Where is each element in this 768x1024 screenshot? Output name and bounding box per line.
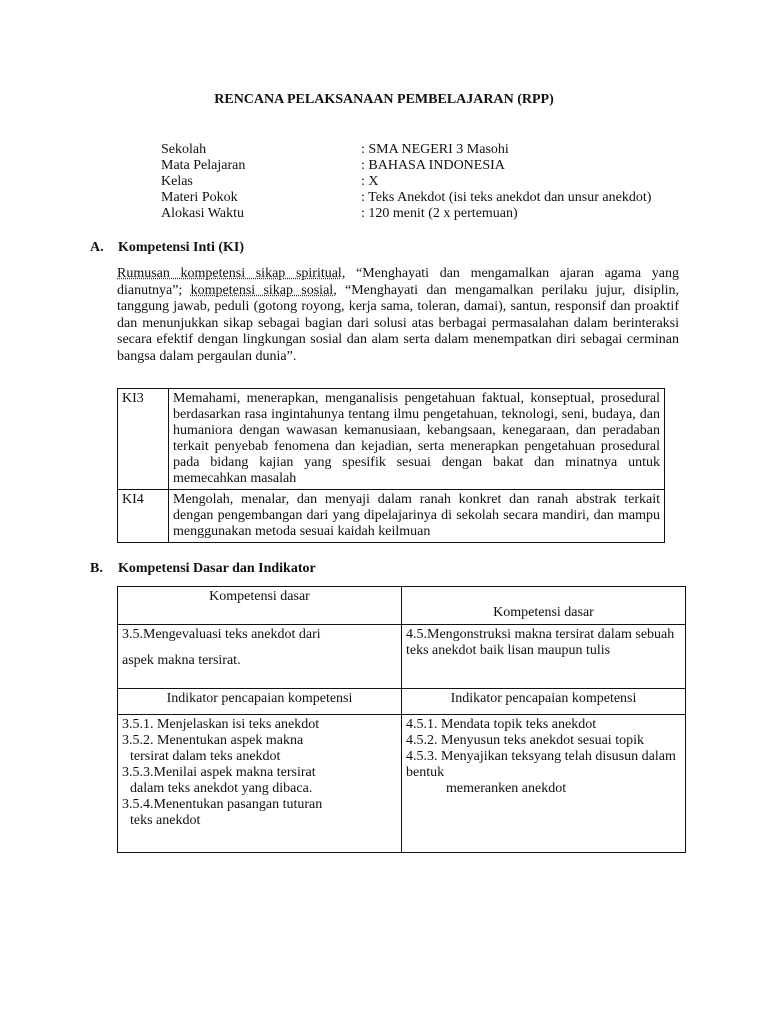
kd-left-line: 3.5.Mengevaluasi teks anekdot dari bbox=[122, 627, 321, 642]
kd-left-line: aspek makna tersirat. bbox=[122, 653, 241, 668]
indicator-header-right: Indikator pencapaian kompetensi bbox=[402, 689, 686, 715]
table-row bbox=[118, 587, 686, 625]
indicator-line: 3.5.2. Menentukan aspek makna bbox=[122, 733, 304, 748]
ki-code: KI3 bbox=[118, 389, 169, 490]
indicator-line: 3.5.4.Menentukan pasangan tuturan bbox=[122, 797, 323, 812]
table-row bbox=[118, 715, 686, 853]
section-letter: A. bbox=[90, 240, 104, 255]
identity-value: : Teks Anekdot (isi teks anekdot dan unsur anekdot) bbox=[361, 190, 652, 205]
indicator-line: 4.5.3. Menyajikan teksyang telah disusun dalam bentuk bbox=[406, 749, 676, 780]
indicator-line: 4.5.2. Menyusun teks anekdot sesuai topik bbox=[406, 733, 644, 748]
ki-spiritual-term: Rumusan kompetensi sikap spiritual bbox=[117, 266, 342, 281]
identity-label: Mata Pelajaran bbox=[161, 158, 246, 173]
document-title: RENCANA PELAKSANAAN PEMBELAJARAN (RPP) bbox=[214, 92, 554, 107]
kd-header-right bbox=[402, 587, 686, 625]
kd-cell-right: 4.5.Mengonstruksi makna tersirat dalam sebuah teks anekdot baik lisan maupun tulis bbox=[402, 625, 686, 689]
section-a-heading bbox=[90, 240, 244, 256]
kd-header-left-text: Kompetensi dasar bbox=[209, 589, 310, 604]
identity-label: Materi Pokok bbox=[161, 190, 238, 205]
identity-value: : SMA NEGERI 3 Masohi bbox=[361, 142, 509, 157]
ki-social-text: , “Menghayati dan mengamalkan perilaku jujur, disiplin, tanggung jawab, peduli (gotong royong, kerja sama, toleran, damai), santun, responsif dan proaktif dan menunjukkan sikap sebagai bagian dari solusi atas berbagai permasalahan dalam berinteraksi secara efektif dengan lingkungan sosial dan alam serta dalam menempatkan diri sebagai cerminan bangsa dalam pergaulan dunia”. bbox=[117, 282, 680, 364]
kd-table bbox=[117, 586, 686, 853]
indicator-cell-right bbox=[402, 715, 686, 853]
section-title: Kompetensi Inti (KI) bbox=[118, 240, 244, 255]
section-title: Kompetensi Dasar dan Indikator bbox=[118, 561, 316, 576]
indicator-line: 4.5.1. Mendata topik teks anekdot bbox=[406, 717, 597, 732]
table-row bbox=[118, 625, 686, 689]
ki-table bbox=[117, 388, 665, 543]
table-row bbox=[118, 389, 665, 490]
identity-value: : 120 menit (2 x pertemuan) bbox=[361, 206, 518, 221]
identity-label: Sekolah bbox=[161, 142, 207, 157]
kd-header-right-text: Kompetensi dasar bbox=[493, 605, 594, 620]
identity-label: Alokasi Waktu bbox=[161, 206, 244, 221]
ki-social-term: kompetensi sikap sosial bbox=[190, 282, 334, 298]
section-b-heading bbox=[90, 561, 316, 577]
indicator-line: dalam teks anekdot yang dibaca. bbox=[130, 781, 313, 796]
ki-paragraph bbox=[117, 266, 679, 365]
indicator-header-left: Indikator pencapaian kompetensi bbox=[118, 689, 402, 715]
identity-label: Kelas bbox=[161, 174, 193, 189]
indicator-line: 3.5.3.Menilai aspek makna tersirat bbox=[122, 765, 316, 780]
section-letter: B. bbox=[90, 561, 103, 576]
indicator-line: 3.5.1. Menjelaskan isi teks anekdot bbox=[122, 717, 320, 732]
indicator-cell-left bbox=[118, 715, 402, 853]
kd-cell-left bbox=[118, 625, 402, 689]
kd-header-left bbox=[118, 587, 402, 625]
identity-value: : X bbox=[361, 174, 379, 189]
table-row bbox=[118, 490, 665, 543]
ki-code: KI4 bbox=[118, 490, 169, 543]
ki-description: Memahami, menerapkan, menganalisis pengetahuan faktual, konseptual, prosedural berdasarkan rasa ingintahunya tentang ilmu pengetahuan, teknologi, seni, budaya, dan humaniora dengan wawasan kemanusiaan, kebangsaan, kenegaraan, dan peradaban terkait penyebab fenomena dan kejadian, serta menerapkan pengetahuan prosedural pada bidang kajian yang spesifik sesuai dengan bakat dan minatnya untuk memecahkan masalah bbox=[169, 389, 665, 490]
ki-description: Mengolah, menalar, dan menyaji dalam ranah konkret dan ranah abstrak terkait dengan pengembangan dari yang dipelajarinya di sekolah secara mandiri, dan mampu menggunakan metoda sesuai kaidah keilmuan bbox=[169, 490, 665, 543]
indicator-line: teks anekdot bbox=[130, 813, 201, 828]
indicator-line: tersirat dalam teks anekdot bbox=[130, 749, 281, 764]
ki-spiritual-text: , “Menghayati dan mengamalkan ajaran agama yang dianutnya”; bbox=[117, 266, 679, 298]
indicator-line: memeranken anekdot bbox=[446, 781, 567, 796]
identity-value: : BAHASA INDONESIA bbox=[361, 158, 505, 173]
table-row bbox=[118, 689, 686, 715]
